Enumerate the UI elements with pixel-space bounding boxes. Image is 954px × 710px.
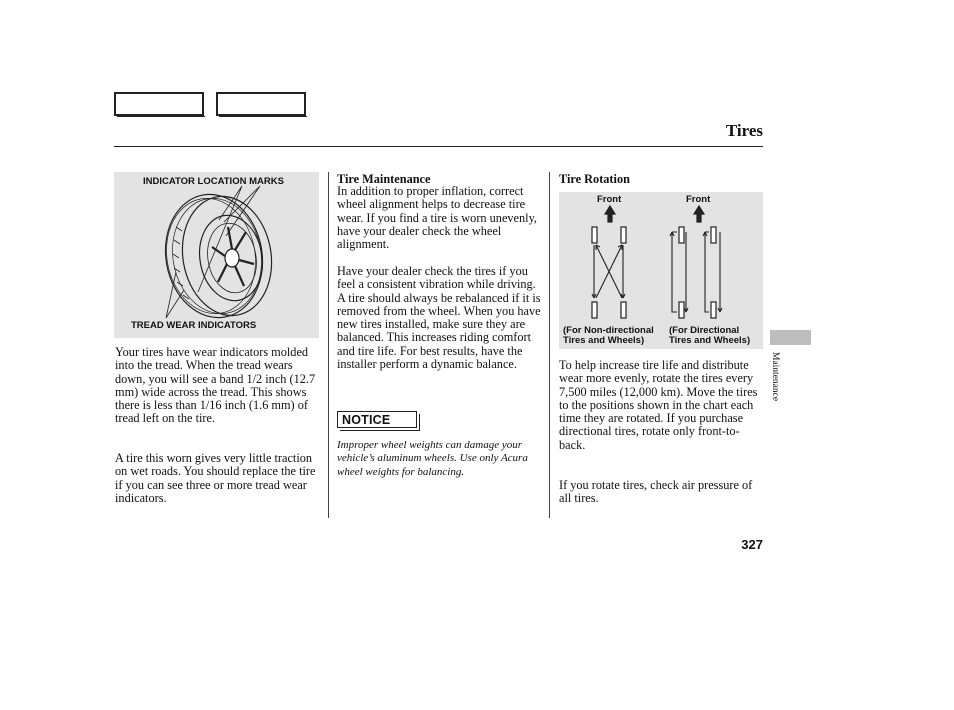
notice-text: Improper wheel weights can damage your vehicle’s aluminum wheels. Use only Acura wheel weights for balancing. (337, 439, 528, 478)
tire-rotation-heading: Tire Rotation (559, 172, 630, 186)
wear-indicator-paragraph: Your tires have wear indicators molded into the tread. When the tread wears down, you will see a band 1/2 inch (12.7 mm) wide across the tread. This shows there is less than 1/16 inch (1.6 mm) of tread left on the tire. (115, 345, 316, 426)
tire-maintenance-heading: Tire Maintenance (337, 172, 431, 186)
caption-directional-1: (For Directional (669, 325, 740, 336)
column-divider (328, 172, 329, 518)
tire-rotation-figure (559, 192, 763, 349)
column-divider (549, 172, 550, 518)
section-tab-label: Maintenance (770, 352, 780, 402)
section-tab-label-wrap (768, 352, 784, 414)
tire-wear-figure (114, 172, 319, 338)
front-label-left: Front (597, 194, 622, 205)
caption-directional-2: Tires and Wheels) (669, 335, 751, 346)
air-pressure-paragraph: If you rotate tires, check air pressure of all tires. (559, 478, 753, 506)
tire-illustration (114, 172, 319, 338)
notice-label: NOTICE (342, 413, 391, 427)
nav-button-previous[interactable] (114, 92, 204, 116)
notice-badge (337, 411, 417, 428)
page-number: 327 (741, 537, 763, 552)
front-label-right: Front (686, 194, 711, 205)
caption-non-directional-1: (For Non-directional (563, 325, 654, 336)
alignment-paragraph: In addition to proper inflation, correct wheel alignment helps to decrease tire wear. If you find a tire is worn unevenly, have your dealer check the wheel alignment. (337, 184, 537, 252)
header-rule (114, 146, 763, 147)
caption-non-directional-2: Tires and Wheels) (563, 335, 645, 346)
balance-paragraph: Have your dealer check the tires if you feel a consistent vibration while driving. A tire should always be rebalanced if it is removed from the wheel. When you have new tires installed, make sure they are balanced. This increases riding comfort and tire life. For best results, have the installer perform a dynamic balance. (337, 264, 541, 372)
rotation-paragraph: To help increase tire life and distribute wear more evenly, rotate the tires every 7,500 miles (12,000 km). Move the tires to the positions shown in the chart each time they are rotated. If you purchase directional tires, rotate only front-to-back. (559, 358, 758, 452)
tread-wear-indicators-label: TREAD WEAR INDICATORS (131, 320, 257, 331)
nav-button-next[interactable] (216, 92, 306, 116)
page-title: Tires (725, 121, 763, 140)
indicator-location-label: INDICATOR LOCATION MARKS (143, 176, 284, 187)
replace-tire-paragraph: A tire this worn gives very little traction on wet roads. You should replace the tire if you can see three or more tread wear indicators. (115, 451, 316, 505)
section-tab[interactable] (770, 330, 811, 345)
